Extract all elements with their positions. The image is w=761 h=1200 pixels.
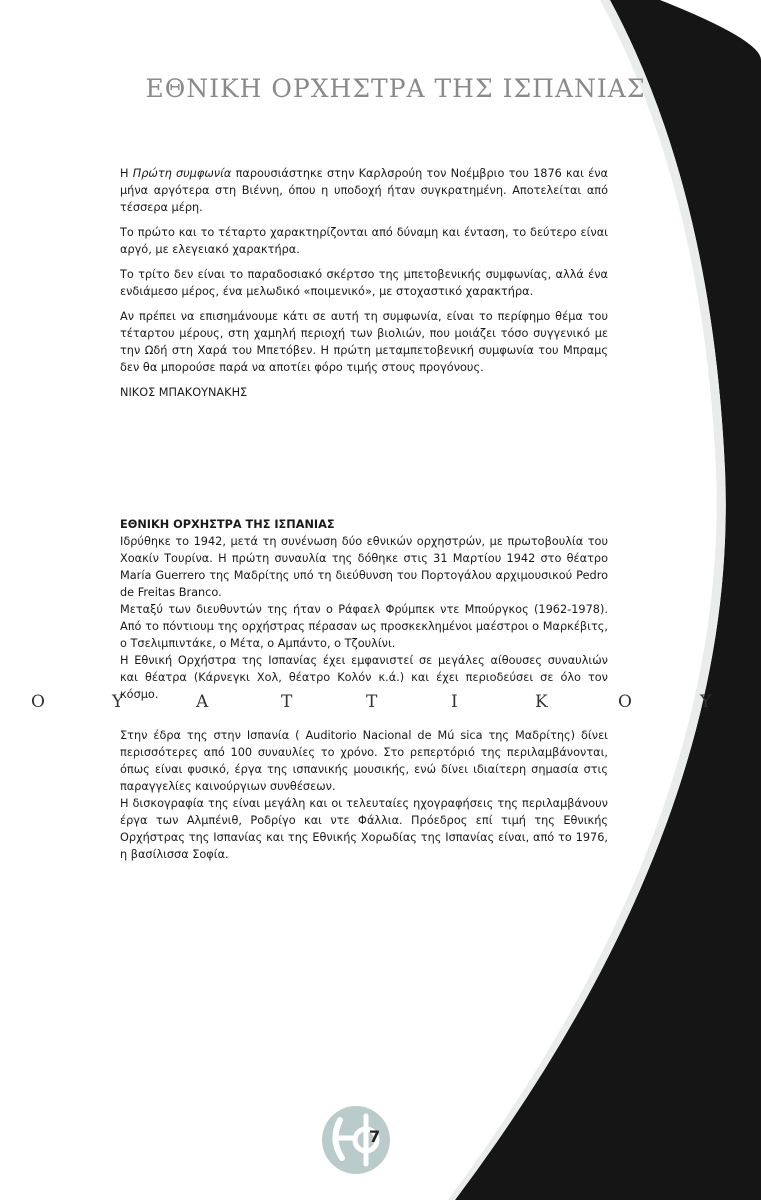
running-letter: Υ xyxy=(112,692,124,712)
running-letter: Τ xyxy=(281,692,293,712)
bio-paragraph-1: Ιδρύθηκε το 1942, μετά τη συνένωση δύο εθνικών ορχηστρών, με πρωτοβουλία του Χοακίν Τουρίνα. Η πρώτη συναυλία της δόθηκε στις 31 Μαρτίου 1942 στο θέατρο María Guerrero της Μαδρίτης υπό τη διεύθυνση του Πορτογάλου αρχιμουσικού Pedro de Freitas Branco. xyxy=(120,535,608,599)
orchestra-bio-bottom xyxy=(120,727,608,863)
essay-paragraph-1: Η Πρώτη συμφωνία παρουσιάστηκε στην Καρλσρούη τον Νοέμβριο του 1876 και ένα μήνα αργότερα στη Βιέννη, όπου η υποδοχή ήταν συγκρατημένη. Αποτελείται από τέσσερα μέρη. xyxy=(120,167,608,214)
essay-paragraph-3: Το τρίτο δεν είναι το παραδοσιακό σκέρτσο της μπετοβενικής συμφωνίας, αλλά ένα ενδιάμεσο μέρος, ένα μελωδικό «ποιμενικό», με στοχαστικό χαρακτήρα. xyxy=(120,268,608,298)
running-letter: Υ xyxy=(700,692,712,712)
running-letter: Ο xyxy=(31,692,45,712)
running-letter: Ι xyxy=(451,692,458,712)
bio-paragraph-5: Η δισκογραφία της είναι μεγάλη και οι τελευταίες ηχογραφήσεις της περιλαμβάνουν έργα των Αλμπένιθ, Ροδρίγο και ντε Φάλλια. Πρόεδρος επί τιμή της Εθνικής Ορχήστρας της Ισπανίας και της Εθνικής Χορωδίας της Ισπανίας είναι, από το 1976, η βασίλισσα Σοφία. xyxy=(120,797,608,861)
essay-work-title: Πρώτη συμφωνία xyxy=(132,167,232,180)
page-number: 7 xyxy=(369,1127,381,1146)
essay-paragraph-4: Αν πρέπει να επισημάνουμε κάτι σε αυτή τη συμφωνία, είναι το περίφημο θέμα του τέταρτου μέρους, στη χαμηλή περιοχή των βιολιών, που μοιάζει τόσο συγγενικό με την Ωδή στη Χαρά του Μπετόβεν. Η πρώτη μεταμπετοβενική συμφωνία του Μπραμς δεν θα μπορούσε παρά να αποτίει φόρο τιμής στους προγόνους. xyxy=(120,310,608,374)
running-letter: Ο xyxy=(618,692,632,712)
essay-author: ΝΙΚΟΣ ΜΠΑΚΟΥΝΑΚΗΣ xyxy=(120,386,248,399)
page-heading: ΕΘΝΙΚΗ ΟΡΧΗΣΤΡΑ ΤΗΣ ΙΣΠΑΝΙΑΣ xyxy=(145,74,646,103)
running-letter: Α xyxy=(196,692,209,712)
running-letters xyxy=(0,692,761,716)
running-letter: Τ xyxy=(366,692,378,712)
bio-paragraph-4: Στην έδρα της στην Ισπανία ( Auditorio Nacional de Mú sica της Μαδρίτης) δίνει περισσότερες από 100 συναυλίες το χρόνο. Στο ρεπερτόριό της περιλαμβάνονται, όπως είναι φυσικό, έργα της ισπανικής μουσικής, ενώ δίνει ιδιαίτερη σημασία στις παραγγελίες καινούργιων συνθέσεων. xyxy=(120,729,608,793)
bio-section-title: ΕΘΝΙΚΗ ΟΡΧΗΣΤΡΑ ΤΗΣ ΙΣΠΑΝΙΑΣ xyxy=(120,518,335,531)
essay-paragraph-2: Το πρώτο και το τέταρτο χαρακτηρίζονται από δύναμη και ένταση, το δεύτερο είναι αργό, με ελεγειακό χαρακτήρα. xyxy=(120,226,608,256)
bio-paragraph-3: Η Εθνική Ορχήστρα της Ισπανίας έχει εμφανιστεί σε μεγάλες αίθουσες συναυλιών και θέατρα (Κάρνεγκι Χολ, θέατρο Κολόν κ.ά.) και έχει περιοδεύσει σε όλο τον κόσμο. xyxy=(120,654,608,701)
orchestra-bio-top xyxy=(120,516,608,703)
symphony-essay xyxy=(120,165,608,401)
running-letter: Κ xyxy=(535,692,548,712)
bio-paragraph-2: Μεταξύ των διευθυντών της ήταν ο Ράφαελ Φρύμπεκ ντε Μπούργκος (1962-1978). Από το πόντιουμ της ορχήστρας πέρασαν ως προσκεκλημένοι μαέστροι ο Μαρκέβιτς, ο Τσελιμπιντάκε, ο Μέτα, ο Αμπάντο, ο Τζουλίνι. xyxy=(120,603,608,650)
